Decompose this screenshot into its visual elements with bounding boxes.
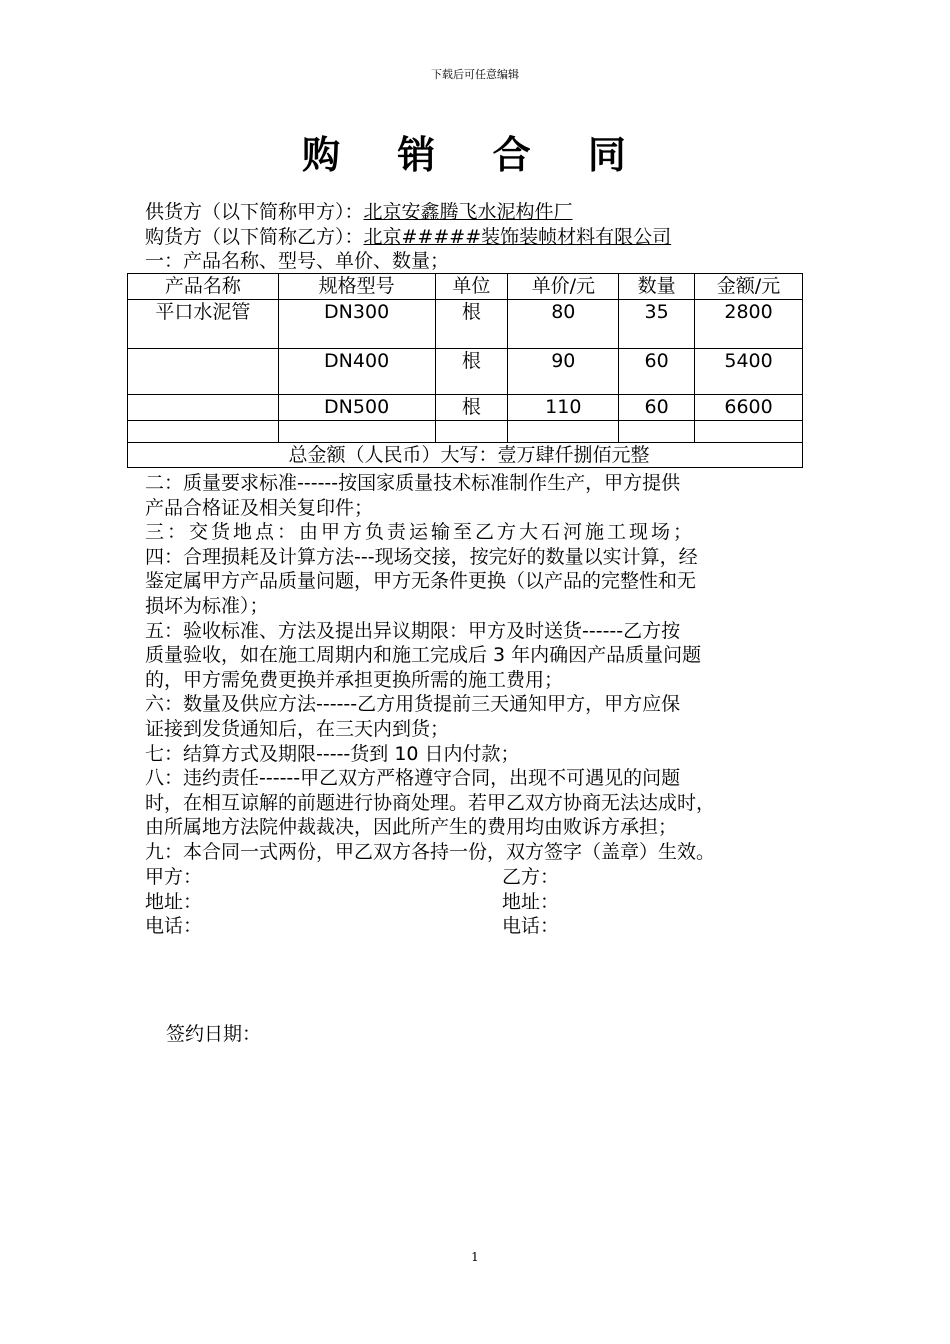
clause-line: 时，在相互谅解的前题进行协商处理。若甲乙双方协商无法达成时，	[145, 791, 716, 814]
header-cell: 规格型号	[278, 274, 435, 300]
header-cell: 数量	[619, 274, 695, 300]
clause-line: 二：质量要求标准------按国家质量技术标准制作生产，甲方提供	[145, 472, 681, 494]
table-cell: 60	[619, 395, 695, 421]
table-total-row	[128, 443, 803, 468]
supplier-label: 供货方（以下简称甲方）：	[145, 201, 364, 223]
table-cell: 根	[435, 395, 508, 421]
table-header-row	[128, 274, 803, 300]
table-cell: 平口水泥管	[128, 300, 279, 349]
contract-clauses	[145, 471, 810, 865]
product-table	[127, 273, 803, 468]
table-row	[128, 300, 803, 349]
clause-line: 质量验收，如在施工周期内和施工完成后 3 年内确因产品质量问题	[145, 644, 702, 667]
clause-line: 八：违约责任------甲乙双方严格遵守合同，出现不可遇见的问题	[145, 767, 681, 790]
header-cell: 产品名称	[128, 274, 279, 300]
party-a-phone: 电话：	[145, 915, 203, 938]
table-row	[128, 395, 803, 421]
buyer-line	[145, 225, 671, 249]
sign-date: 签约日期：	[166, 1023, 262, 1045]
section1-heading: 一：产品名称、型号、单价、数量；	[145, 250, 450, 272]
buyer-label: 购货方（以下简称乙方）：	[145, 226, 364, 248]
table-cell	[695, 421, 803, 443]
table-cell	[128, 349, 279, 395]
table-cell: DN300	[278, 300, 435, 349]
table-cell: 35	[619, 300, 695, 349]
clause-line: 损坏为标准）；	[145, 594, 269, 617]
table-cell: 6600	[695, 395, 803, 421]
party-b-phone: 电话：	[502, 915, 560, 938]
party-b-name: 乙方：	[502, 866, 560, 888]
header-cell: 金额/元	[695, 274, 803, 300]
party-b-block	[502, 865, 559, 939]
table-cell	[619, 421, 695, 443]
party-a-name: 甲方：	[145, 866, 203, 888]
party-a-address: 地址：	[145, 890, 203, 913]
header-cell: 单价/元	[508, 274, 619, 300]
clause-line: 三：交货地点：由甲方负责运输至乙方大石河施工现场；	[145, 521, 696, 544]
buyer-name: 北京#####装饰装帧材料有限公司	[363, 226, 672, 248]
clause-line: 七：结算方式及期限-----货到 10 日内付款；	[145, 742, 520, 765]
table-row	[128, 421, 803, 443]
party-a-block	[145, 865, 202, 939]
table-cell: 根	[435, 349, 508, 395]
table-cell: 60	[619, 349, 695, 395]
table-cell	[278, 421, 435, 443]
table-cell: 90	[508, 349, 619, 395]
table-cell	[508, 421, 619, 443]
table-cell: 根	[435, 300, 508, 349]
page-title: 购 销 合 同	[302, 133, 648, 177]
clause-line: 五：验收标准、方法及提出异议期限：甲方及时送货------乙方按	[145, 619, 681, 642]
table-cell: 5400	[695, 349, 803, 395]
clause-line: 六：数量及供应方法------乙方用货提前三天通知甲方，甲方应保	[145, 693, 681, 716]
table-cell: DN400	[278, 349, 435, 395]
header-note: 下载后可任意编辑	[431, 68, 519, 81]
table-cell: 2800	[695, 300, 803, 349]
clause-line: 由所属地方法院仲裁裁决，因此所产生的费用均由败诉方承担；	[145, 816, 678, 839]
table-row	[128, 349, 803, 395]
party-b-address: 地址：	[502, 890, 560, 913]
table-cell: DN500	[278, 395, 435, 421]
header-cell: 单位	[435, 274, 508, 300]
clause-line: 四：合理损耗及计算方法---现场交接，按完好的数量以实计算，经	[145, 545, 698, 568]
table-cell: 110	[508, 395, 619, 421]
supplier-line	[145, 200, 573, 224]
clause-line: 的，甲方需免费更换并承担更换所需的施工费用；	[145, 668, 564, 691]
total-amount: 总金额（人民币）大写：壹万肆仟捌佰元整	[128, 443, 803, 468]
clause-line: 产品合格证及相关复印件；	[145, 496, 374, 519]
clause-line: 证接到发货通知后，在三天内到货；	[145, 717, 450, 740]
supplier-name: 北京安鑫腾飞水泥构件厂	[363, 201, 573, 223]
table-cell	[435, 421, 508, 443]
table-cell	[128, 395, 279, 421]
clause-line: 鉴定属甲方产品质量问题，甲方无条件更换（以产品的完整性和无	[145, 570, 697, 593]
table-cell	[128, 421, 279, 443]
page-number: 1	[471, 1250, 479, 1264]
clause-line: 九：本合同一式两份，甲乙双方各持一份，双方签字（盖章）生效。	[145, 840, 716, 863]
table-cell: 80	[508, 300, 619, 349]
